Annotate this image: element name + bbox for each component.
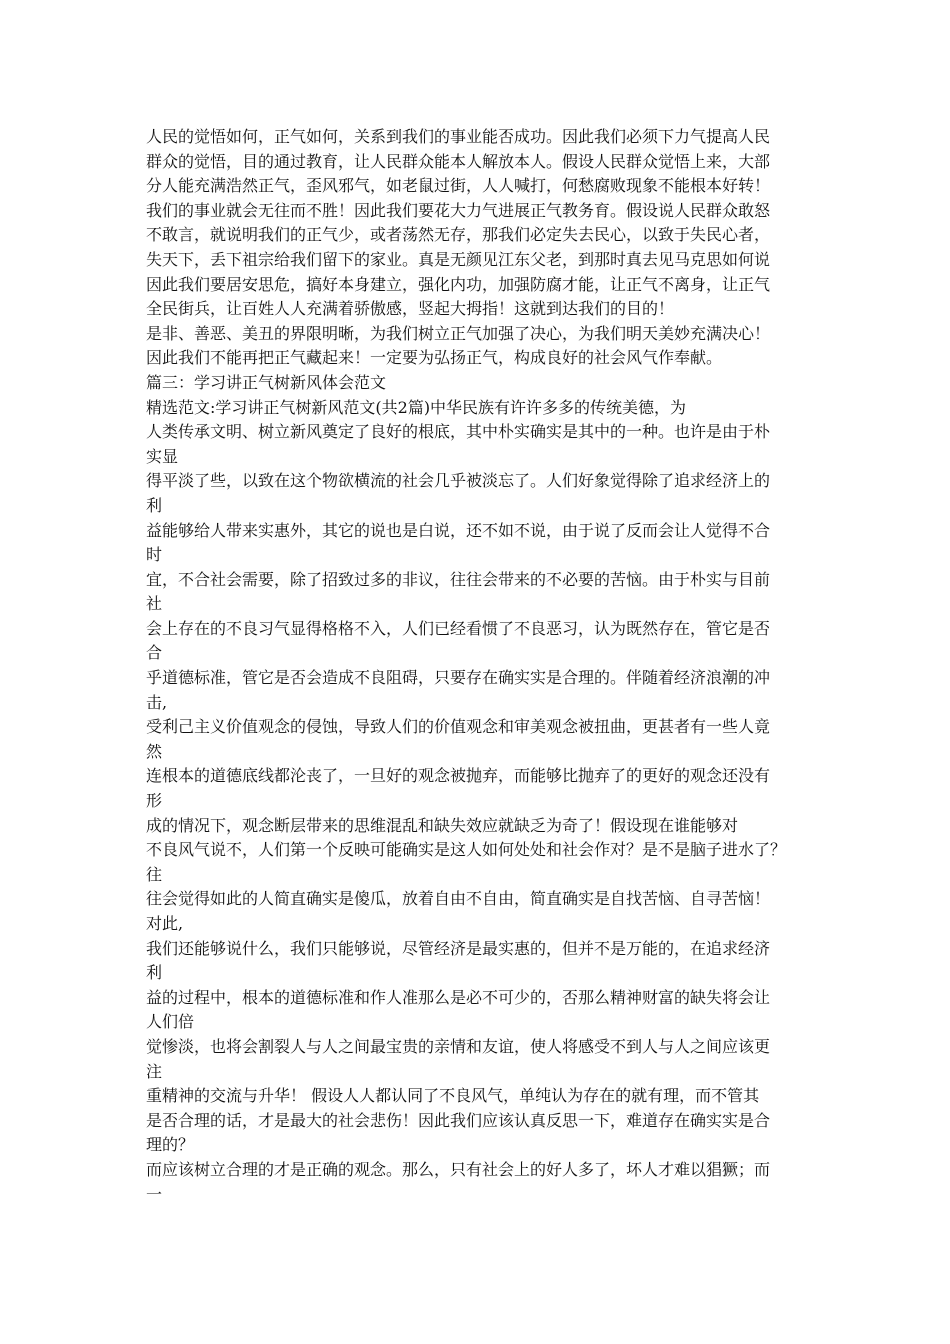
text-line: 乎道德标准，管它是否会造成不良阻碍，只要存在确实实是合理的。伴随着经济浪潮的冲: [146, 668, 771, 688]
text-line: 不良风气说不，人们第一个反映可能确实是这人如何处处和社会作对？是不是脑子进水了？: [146, 840, 787, 860]
text-line: 社: [146, 594, 163, 614]
text-line: 是非、善恶、美丑的界限明晰，为我们树立正气加强了决心，为我们明天美妙充满决心！: [146, 323, 771, 343]
text-line: 一: [146, 1184, 163, 1204]
text-line: 全民街兵，让百姓人人充满着骄傲感，竖起大拇指！这就到达我们的目的！: [146, 299, 675, 319]
text-line: 击,: [146, 692, 168, 712]
text-line: 精选范文:学习讲正气树新风范文(共2篇)中华民族有许许多多的传统美德，为: [146, 397, 687, 417]
text-line: 重精神的交流与升华！ 假设人人都认同了不良风气，单纯认为存在的就有理，而不管其: [146, 1086, 760, 1106]
text-line: 觉惨淡，也将会割裂人与人之间最宝贵的亲情和友谊，使人将感受不到人与人之间应该更: [146, 1036, 771, 1056]
text-line: 益能够给人带来实惠外，其它的说也是白说，还不如不说，由于说了反而会让人觉得不合: [146, 520, 771, 540]
text-line: 注: [146, 1061, 163, 1081]
text-line: 会上存在的不良习气显得格格不入，人们已经看惯了不良恶习，认为既然存在，管它是否: [146, 618, 771, 638]
text-line: 宜，不合社会需要，除了招致过多的非议，往往会带来的不必要的苦恼。由于朴实与目前: [146, 569, 771, 589]
text-line: 实显: [146, 446, 179, 466]
text-line: 往: [146, 864, 163, 884]
section-heading: 篇三：学习讲正气树新风体会范文: [146, 372, 387, 392]
text-line: 分人能充满浩然正气，歪风邪气，如老鼠过街，人人喊打，何愁腐败现象不能根本好转！: [146, 176, 771, 196]
text-line: 因此我们不能再把正气藏起来！一定要为弘扬正气，构成良好的社会风气作奉献。: [146, 348, 723, 368]
text-line: 时: [146, 545, 163, 565]
text-line: 而应该树立合理的才是正确的观念。那么，只有社会上的好人多了，坏人才难以猖獗；而: [146, 1159, 771, 1179]
text-line: 理的？: [146, 1135, 195, 1155]
text-line: 得平淡了些，以致在这个物欲横流的社会几乎被淡忘了。人们好象觉得除了追求经济上的: [146, 471, 771, 491]
text-line: 不敢言，就说明我们的正气少，或者荡然无存，那我们必定失去民心，以致于失民心者，: [146, 225, 771, 245]
text-line: 是否合理的话，才是最大的社会悲伤！因此我们应该认真反思一下，难道存在确实实是合: [146, 1110, 771, 1130]
text-line: 失天下，丢下祖宗给我们留下的家业。真是无颜见江东父老，到那时真去见马克思如何说: [146, 249, 771, 269]
text-line: 受利己主义价值观念的侵蚀，导致人们的价值观念和审美观念被扭曲，更甚者有一些人竟: [146, 717, 771, 737]
text-line: 利: [146, 495, 163, 515]
text-line: 人们倍: [146, 1012, 195, 1032]
text-line: 我们的事业就会无往而不胜！因此我们要花大力气进展正气教务育。假设说人民群众敢怒: [146, 200, 771, 220]
text-line: 人类传承文明、树立新风奠定了良好的根底，其中朴实确实是其中的一种。也许是由于朴: [146, 422, 771, 442]
document-body: [146, 125, 826, 1207]
text-line: 益的过程中，根本的道德标准和作人准那么是必不可少的，否那么精神财富的缺失将会让: [146, 987, 771, 1007]
text-line: 合: [146, 643, 163, 663]
text-line: 因此我们要居安思危，搞好本身建立，强化内功，加强防腐才能，让正气不离身，让正气: [146, 274, 771, 294]
text-line: 往会觉得如此的人简直确实是傻瓜，放着自由不自由，简直确实是自找苦恼、自寻苦恼！: [146, 889, 771, 909]
text-line: 人民的觉悟如何，正气如何，关系到我们的事业能否成功。因此我们必须下力气提高人民: [146, 127, 771, 146]
text-line: 成的情况下，观念断层带来的思维混乱和缺失效应就缺乏为奇了！假设现在谁能够对: [146, 815, 739, 835]
text-line: 形: [146, 791, 163, 811]
text-line: 连根本的道德底线都沦丧了，一旦好的观念被抛弃，而能够比抛弃了的更好的观念还没有: [146, 766, 771, 786]
text-line: 群众的觉悟，目的通过教育，让人民群众能本人解放本人。假设人民群众觉悟上来，大部: [146, 151, 771, 171]
text-line: 我们还能够说什么，我们只能够说，尽管经济是最实惠的，但并不是万能的，在追求经济: [146, 938, 771, 958]
text-line: 利: [146, 963, 163, 983]
text-line: 对此,: [146, 914, 184, 933]
text-line: 然: [146, 741, 163, 761]
